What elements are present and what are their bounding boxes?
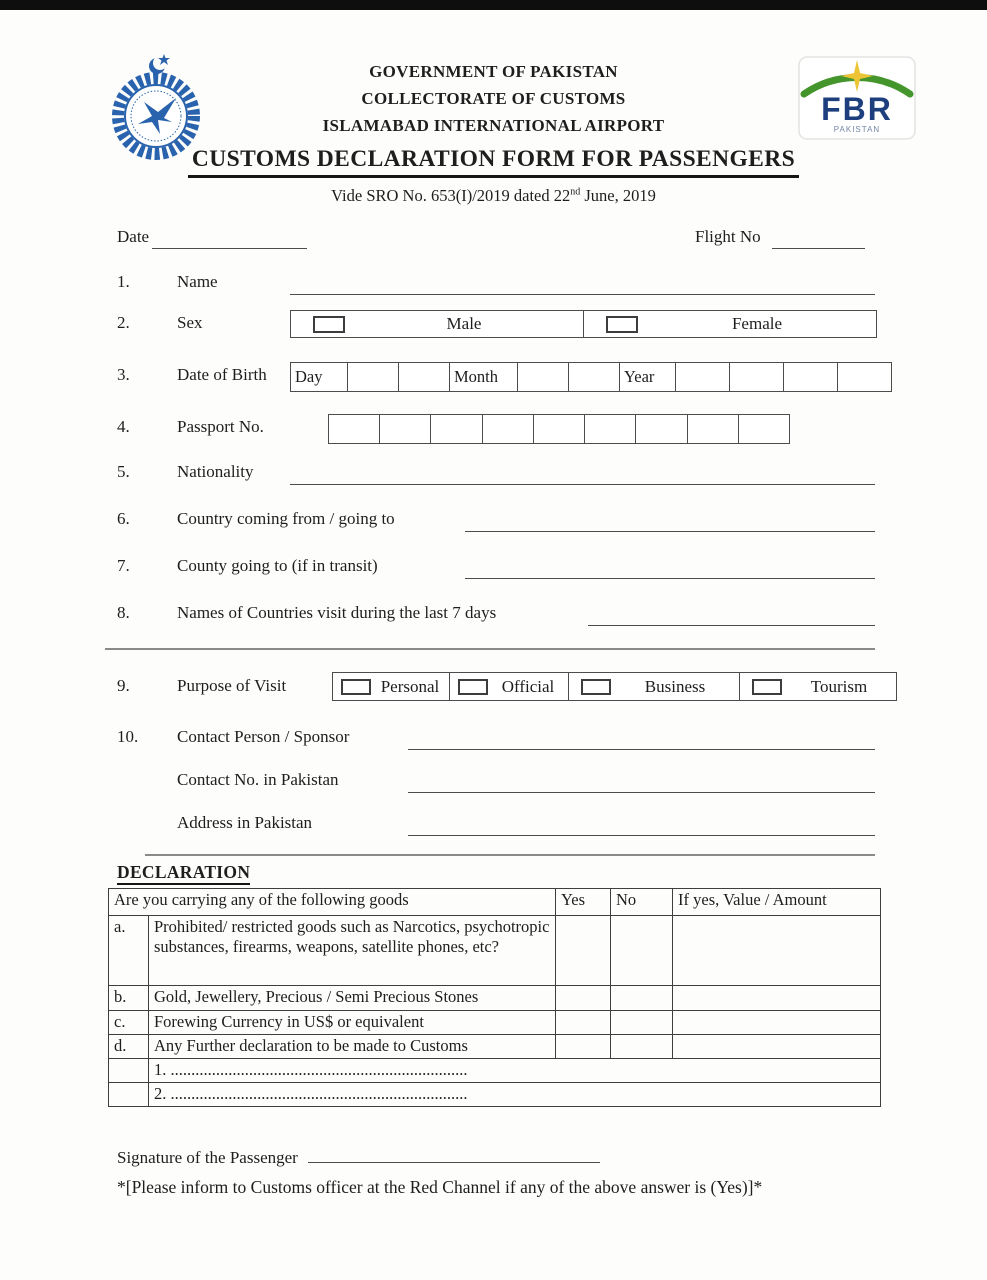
personal-label: Personal <box>380 676 440 696</box>
field-6-number: 6. <box>117 509 130 528</box>
address-input-line-2[interactable] <box>145 854 875 856</box>
row-b-text: Gold, Jewellery, Precious / Semi Precious Stones <box>149 986 556 1011</box>
col-header-amount: If yes, Value / Amount <box>673 889 881 916</box>
field-8-number: 8. <box>117 603 130 622</box>
business-label: Business <box>644 676 706 696</box>
org-line-3: ISLAMABAD INTERNATIONAL AIRPORT <box>322 116 665 135</box>
flight-no-input-line[interactable] <box>772 248 865 249</box>
tourism-checkbox[interactable] <box>752 679 782 695</box>
fbr-subtext: PAKISTAN <box>833 125 881 134</box>
field-3-label: Date of Birth <box>177 365 267 384</box>
row-c-no-cell[interactable] <box>611 1011 673 1035</box>
field-2-number: 2. <box>117 313 130 332</box>
row-a-amount-cell[interactable] <box>673 916 881 986</box>
contact-no-input-line[interactable] <box>408 792 875 793</box>
passport-cell-1[interactable] <box>329 415 379 443</box>
signature-label: Signature of the Passenger <box>117 1148 298 1167</box>
countries-last7-input-line-1[interactable] <box>588 625 875 626</box>
row-c-letter: c. <box>109 1011 149 1035</box>
official-label: Official <box>501 676 555 696</box>
passport-cell-2[interactable] <box>379 415 430 443</box>
row-c-text: Forewing Currency in US$ or equivalent <box>149 1011 556 1035</box>
purpose-option-official[interactable] <box>449 673 568 700</box>
col-header-no: No <box>611 889 673 916</box>
declaration-question: Are you carrying any of the following goods <box>109 889 556 916</box>
field-4-number: 4. <box>117 417 130 436</box>
dob-month-cell-2[interactable] <box>568 363 619 391</box>
field-5-number: 5. <box>117 462 130 481</box>
red-channel-note: *[Please inform to Customs officer at the Red Channel if any of the above answer is (Yes)]* <box>117 1177 763 1197</box>
row-c-amount-cell[interactable] <box>673 1011 881 1035</box>
row-d-text: Any Further declaration to be made to Customs <box>149 1035 556 1059</box>
dob-year-label: Year <box>619 363 675 391</box>
field-7-number: 7. <box>117 556 130 575</box>
extra-row-1-letter-cell <box>109 1059 149 1083</box>
dob-year-cell-2[interactable] <box>729 363 783 391</box>
dob-day-label: Day <box>295 367 323 386</box>
passport-cell-7[interactable] <box>635 415 686 443</box>
row-b-amount-cell[interactable] <box>673 986 881 1011</box>
purpose-option-group <box>332 672 897 701</box>
official-checkbox[interactable] <box>458 679 488 695</box>
passport-cell-8[interactable] <box>687 415 738 443</box>
dob-day-cell-1[interactable] <box>347 363 398 391</box>
address-label: Address in Pakistan <box>177 813 313 832</box>
header-org-lines <box>0 58 987 139</box>
field-6-label: Country coming from / going to <box>177 509 395 528</box>
table-row-c <box>109 1011 881 1035</box>
dob-day-cell-2[interactable] <box>398 363 449 391</box>
sro-subtitle: Vide SRO No. 653(I)/2019 dated 22nd June, 2019 <box>331 186 656 205</box>
page-title: CUSTOMS DECLARATION FORM FOR PASSENGERS <box>188 146 799 178</box>
extra-row-2-letter-cell <box>109 1083 149 1107</box>
name-input-line[interactable] <box>290 294 875 295</box>
row-d-no-cell[interactable] <box>611 1035 673 1059</box>
field-8-label: Names of Countries visit during the last 7 days <box>177 603 497 622</box>
scan-edge-bar <box>0 0 987 10</box>
fbr-text: FBR <box>821 91 893 127</box>
row-a-text: Prohibited/ restricted goods such as Narcotics, psychotropic substances, firearms, weapons, satellite phones, etc? <box>149 916 556 986</box>
passport-box <box>328 414 790 444</box>
dob-year-cell-1[interactable] <box>675 363 729 391</box>
female-checkbox[interactable] <box>606 316 638 333</box>
table-row-a <box>109 916 881 986</box>
dob-box <box>290 362 892 392</box>
passport-cell-5[interactable] <box>533 415 584 443</box>
row-d-letter: d. <box>109 1035 149 1059</box>
purpose-option-business[interactable] <box>568 673 739 700</box>
field-1-label: Name <box>177 272 218 291</box>
row-a-no-cell[interactable] <box>611 916 673 986</box>
row-b-no-cell[interactable] <box>611 986 673 1011</box>
dob-month-label: Month <box>449 363 517 391</box>
row-a-yes-cell[interactable] <box>556 916 611 986</box>
field-4-label: Passport No. <box>177 417 264 436</box>
field-10-label: Contact Person / Sponsor <box>177 727 350 746</box>
country-transit-input-line[interactable] <box>465 578 875 579</box>
extra-row-2-line[interactable]: 2. ........................................................................ <box>149 1083 881 1107</box>
passport-cell-9[interactable] <box>738 415 789 443</box>
field-9-number: 9. <box>117 676 130 695</box>
row-b-yes-cell[interactable] <box>556 986 611 1011</box>
org-line-1: GOVERNMENT OF PAKISTAN <box>369 62 618 81</box>
declaration-header-row <box>109 889 881 916</box>
contact-person-input-line[interactable] <box>408 749 875 750</box>
countries-last7-input-line-2[interactable] <box>105 648 875 650</box>
row-b-letter: b. <box>109 986 149 1011</box>
date-input-line[interactable] <box>152 248 307 249</box>
nationality-input-line[interactable] <box>290 484 875 485</box>
row-a-letter: a. <box>109 916 149 986</box>
declaration-heading-wrap <box>117 862 250 883</box>
field-5-label: Nationality <box>177 462 254 481</box>
female-label: Female <box>731 314 783 333</box>
purpose-option-personal[interactable] <box>333 673 449 700</box>
field-1-number: 1. <box>117 272 130 291</box>
flight-no-label: Flight No <box>695 227 761 246</box>
signature-row <box>117 1148 600 1168</box>
row-d-amount-cell[interactable] <box>673 1035 881 1059</box>
male-checkbox[interactable] <box>313 316 345 333</box>
sex-option-male[interactable] <box>291 311 583 337</box>
passport-cell-4[interactable] <box>482 415 533 443</box>
field-9-label: Purpose of Visit <box>177 676 287 695</box>
address-input-line-1[interactable] <box>408 835 875 836</box>
field-2-label: Sex <box>177 313 203 332</box>
col-header-yes: Yes <box>556 889 611 916</box>
dob-year-cell-3[interactable] <box>783 363 837 391</box>
extra-row-1-line[interactable]: 1. ........................................................................ <box>149 1059 881 1083</box>
dob-month-cell-1[interactable] <box>517 363 568 391</box>
passport-cell-3[interactable] <box>430 415 481 443</box>
dob-year-cell-4[interactable] <box>837 363 891 391</box>
country-from-input-line[interactable] <box>465 531 875 532</box>
row-c-yes-cell[interactable] <box>556 1011 611 1035</box>
table-row-d <box>109 1035 881 1059</box>
table-row-extra-2 <box>109 1083 881 1107</box>
field-10-number: 10. <box>117 727 139 746</box>
purpose-option-tourism[interactable] <box>739 673 896 700</box>
date-label: Date <box>117 227 150 246</box>
row-d-yes-cell[interactable] <box>556 1035 611 1059</box>
tourism-label: Tourism <box>810 676 868 696</box>
org-line-2: COLLECTORATE OF CUSTOMS <box>361 89 626 108</box>
male-label: Male <box>446 314 482 333</box>
table-row-extra-1 <box>109 1059 881 1083</box>
declaration-heading: DECLARATION <box>117 862 250 885</box>
passport-cell-6[interactable] <box>584 415 635 443</box>
field-7-label: County going to (if in transit) <box>177 556 378 575</box>
signature-input-line[interactable] <box>308 1148 600 1163</box>
sex-option-group <box>290 310 877 338</box>
sex-option-female[interactable] <box>583 311 876 337</box>
personal-checkbox[interactable] <box>341 679 371 695</box>
table-row-b <box>109 986 881 1011</box>
contact-no-label: Contact No. in Pakistan <box>177 770 339 789</box>
business-checkbox[interactable] <box>581 679 611 695</box>
form-title-wrap <box>0 146 987 178</box>
declaration-table <box>108 888 881 1107</box>
field-3-number: 3. <box>117 365 130 384</box>
